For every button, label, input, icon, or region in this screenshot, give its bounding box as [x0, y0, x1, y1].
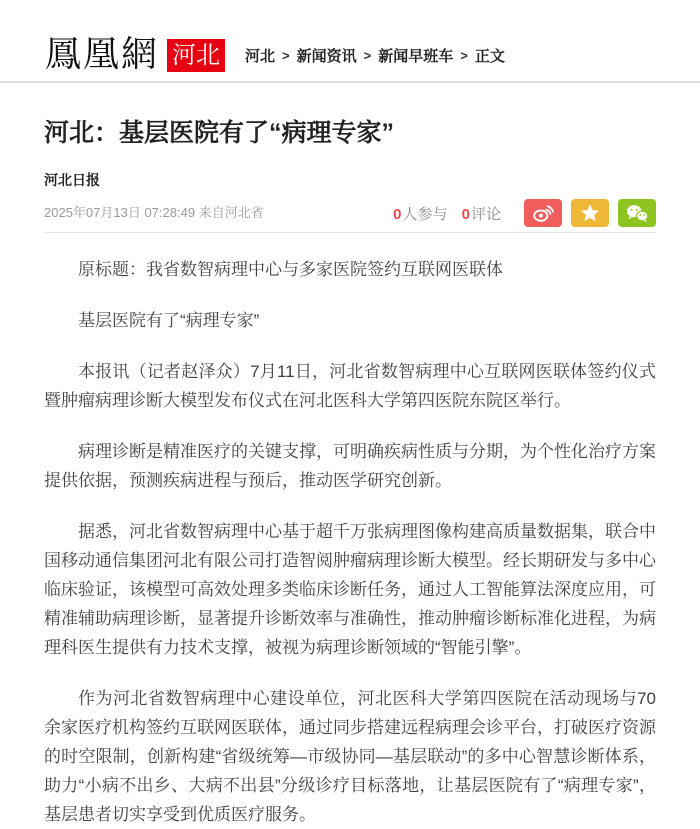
paragraph: 原标题：我省数智病理中心与多家医院签约互联网医联体	[78, 260, 503, 279]
breadcrumb-separator-icon: >	[282, 48, 290, 63]
share-weibo-button[interactable]	[524, 199, 562, 227]
comments-stat[interactable]	[462, 206, 501, 223]
article-title: 河北：基层医院有了“病理专家”	[44, 119, 395, 147]
participants-count: 0	[393, 205, 402, 223]
wechat-icon	[624, 201, 650, 225]
article-meta-row	[44, 199, 656, 227]
breadcrumb-item[interactable]: 新闻资讯	[296, 48, 357, 65]
breadcrumb-item[interactable]: 正文	[474, 48, 505, 65]
comments-label: 评论	[470, 205, 501, 223]
meta-right	[393, 199, 656, 227]
breadcrumb-separator-icon: >	[363, 48, 372, 63]
share-buttons	[515, 199, 656, 227]
paragraph: 本报讯（记者赵泽众）7月11日，河北省数智病理中心互联网医联体签约仪式暨肿瘤病理诊断大模型发布仪式在河北医科大学第四医院东院区举行。	[44, 362, 656, 410]
comments-count: 0	[461, 205, 470, 223]
article-stats	[393, 203, 501, 224]
publish-time: 2025年07月13日 07:28:49	[44, 205, 196, 220]
article	[0, 118, 700, 829]
article-body	[44, 255, 656, 829]
favorite-button[interactable]	[571, 199, 609, 227]
site-logo[interactable]	[45, 34, 225, 81]
breadcrumb	[245, 45, 505, 66]
share-wechat-button[interactable]	[618, 199, 656, 227]
participants-label: 人参与	[402, 205, 448, 223]
breadcrumb-item[interactable]: 新闻早班车	[378, 48, 454, 65]
paragraph: 病理诊断是精准医疗的关键支撑，可明确疾病性质与分期，为个性化治疗方案提供依据，预测疾病进程与预后，推动医学研究创新。	[44, 442, 656, 490]
meta-divider	[44, 232, 656, 233]
paragraph: 基层医院有了“病理专家”	[78, 311, 260, 330]
weibo-icon	[531, 201, 555, 225]
article-datetime	[44, 202, 264, 227]
publish-origin: 来自河北省	[198, 205, 264, 220]
star-icon	[578, 201, 602, 225]
breadcrumb-separator-icon: >	[460, 48, 468, 63]
article-source: 河北日报	[44, 172, 100, 188]
participants-stat[interactable]	[393, 206, 447, 223]
breadcrumb-item[interactable]: 河北	[245, 48, 276, 65]
logo-region-badge: 河北	[167, 39, 225, 72]
site-header	[0, 0, 700, 83]
logo-text: 鳳凰網	[45, 34, 160, 75]
paragraph: 据悉，河北省数智病理中心基于超千万张病理图像构建高质量数据集，联合中国移动通信集团河北有限公司打造智阅肿瘤病理诊断大模型。经长期研发与多中心临床验证，该模型可高效处理多类临床诊断任务，通过人工智能算法深度应用，可精准辅助病理诊断，显著提升诊断效率与准确性，推动肿瘤诊断标准化进程，为病理科医生提供有力技术支撑，被视为病理诊断领域的“智能引擎”。	[44, 522, 656, 657]
paragraph: 作为河北省数智病理中心建设单位，河北医科大学第四医院在活动现场与70余家医疗机构签约互联网医联体，通过同步搭建远程病理会诊平台，打破医疗资源的时空限制，创新构建“省级统筹—市级协同—基层联动”的多中心智慧诊断体系，助力“小病不出乡、大病不出县”分级诊疗目标落地，让基层医院有了“病理专家”，基层患者切实享受到优质医疗服务。	[44, 689, 656, 824]
